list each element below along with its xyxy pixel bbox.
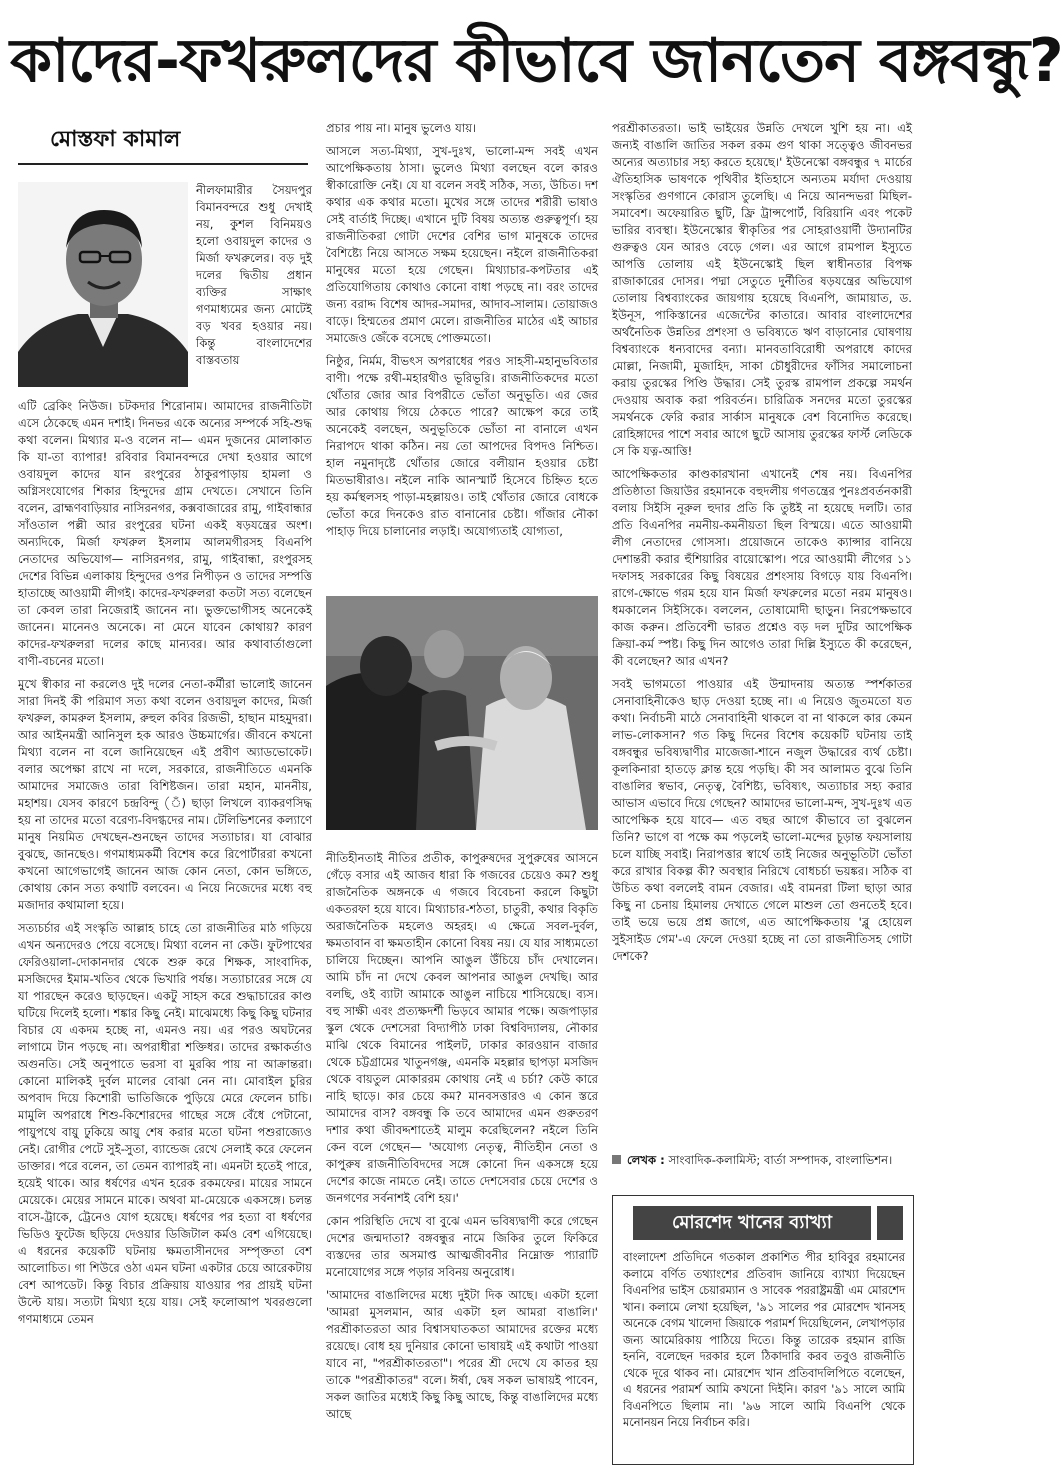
paragraph: সত্যচর্চার এই সংস্কৃতি আল্লাহ চাহে তো রাজনীতির মাঠ গড়িয়ে এখন অন্যদেরও পেয়ে বসেছে। মিথ্যা বলেন না কেউ। ফুটপাথের ফেরিওয়ালা-দোকানদার থেকে শুরু করে শিক্ষক, সাংবাদিক, মসজিদের ইমাম-খতিব থেকে ভিখারি পর্যন্ত। সত্যাচারের সঙ্গে যে যা পারছেন করেও ছাড়ছেন। একটু সাহস করে শুদ্ধাচারের কাণ্ড ঘটিয়ে দিলেই হলো। শঙ্কার কিছু নেই। মাঝেমধ্যে কিছু কিছু ঘটনার বিচার যে একদম হচ্ছে না, এমনও নয়। এর পরও অঘটনের লাগামে টান পড়ছে না। অপরাধীরা শক্তিধর। তাদের রক্ষাকর্তাও অগুনতি। সেই অনুপাতে ভরসা বা মুরব্বি পায় না আক্রান্তরা। কোনো মালিকই দুর্বল মালের বোঝা নেন না। মোবাইল চুরির অপবাদ দিয়ে কিশোরী ভাতিজিকে পুড়িয়ে মেরে ফেলেন চাচি। মামুলি অপরাধে শিশু-কিশোরদের গাছের সঙ্গে বেঁধে পেটানো, পায়ুপথে বায়ু ঢুকিয়ে আয়ু শেষ করার মতো ঘটনা পশুরাজ্যেও নেই। রোগীর পেটে সুই-সুতা, ব্যান্ডেজ রেখে সেলাই করে ফেলেন ডাক্তার। পরে বলেন, তা তেমন ব্যাপারই না। এমনটা হতেই পারে, হয়েই থাকে। আর ধর্ষণের এখন হরেক রকমফের। মায়ের সামনে মেয়েকে। মেয়ের সামনে মাকে। অথবা মা-মেয়েকে একসঙ্গে। চলন্ত বাসে-ট্রাকে, ট্রেনেও যোগ হয়েছে। ধর্ষণের পর হত্যা বা ধর্ষণের ভিডিও ফুটেজ ছড়িয়ে দেওয়ার ডিজিটাল কর্মও বেশ এগিয়েছে। এ ধরনের কয়েকটি ঘটনায় ক্ষমতাসীনদের সম্পৃক্ততা বেশ আলোচিত। গা শিউরে ওঠা এমন ঘটনা একটার চেয়ে আরেকটায় বেশ আপডেট। কিন্তু বিচার প্রক্রিয়ায় যাওয়ার পর প্রায়ই ঘটনা উল্টে যায়। সত্যটা মিথ্যা হয়ে যায়। সেই ফলোআপ খবরগুলো গণমাধ্যমে তেমন (18, 921, 312, 1326)
paragraph: মুখে স্বীকার না করলেও দুই দলের নেতা-কর্মীরা ভালোই জানেন সারা দিনই কী পরিমাণ সত্য কথা বলেন ওবায়দুল কাদের, মির্জা ফখরুল, কামরুল ইসলাম, রুহুল কবির রিজভী, হাছান মাহমুদরা। আর আইনমন্ত্রী আনিসুল হক আরও উচ্চমার্গের। জীবনে কখনো মিথ্যা বলেন না বলে জানিয়েছেন এই প্রবীণ অ্যাডভোকেট। বলার অপেক্ষা রাখে না দলে, সরকারে, রাজনীতিতে এমনকি আমাদের সমাজেও তারা বিশিষ্টজন। তারা মহান, মাননীয়, মহাশয়। যেসব কারণে চন্দ্রবিন্দু (ঁ) ছাড়া লিখলে ব্যাকরণসিদ্ধ হয় না তাদের মতো বরেণ্য-বিদগ্ধদের নাম। টেলিভিশনের কল্যাণে মানুষ নিয়মিত দেখছেন-শুনছেন তাদের সত্যাচার। যা বোঝার বুঝছে, জানছেও। গণমাধ্যমকর্মী বিশেষ করে রিপোর্টাররা কখনো কখনো আগেভাগেই জানেন আজ কোন নেতা, কোন ভঙ্গিতে, কোথায় কোন সত্য কথাটি বলবেন। এ নিয়ে নিজেদের মধ্যে বহু মজাদার কথামালা হয়ে। (18, 677, 312, 912)
article-column-3 (612, 120, 912, 1180)
paragraph: আপেক্ষিকতার কাণ্ডকারখানা এখানেই শেষ নয়। বিএনপির প্রতিষ্ঠাতা জিয়াউর রহমানকে বহুদলীয় গণতন্ত্রের পুনঃপ্রবর্তনকারী বলায় সিইসি নূরুল হুদার প্রতি কি তুষ্টই না হয়েছে দলটি। তার প্রতি বিএনপির নমনীয়-কমনীয়তা ছিল বিস্ময়ে। এতে আওয়ামী লীগ নেতাদের গোসসা। প্রয়োজনে তাকেও ক্যান্সার বানিয়ে দেশান্তরী করার হুঁশিয়ারির বায়োস্কোপ। পরে আওয়ামী লীগের ১১ দফাসহ সরকারের কিছু বিষয়ের প্রশংসায় বিগড়ে যায় বিএনপি। রাগে-ক্ষোভে গরম হয়ে যান মির্জা ফখরুলের মতো নরম মানুষও। ধমকালেন সিইসিকে। বললেন, তোষামোদী ছাড়ুন। নিরপেক্ষভাবে কাজ করুন। প্রতিবেশী ভারত প্রশ্নেও বড় দল দুটির আপেক্ষিক ক্রিয়া-কর্ম স্পষ্ট। কিছু দিন আগেও তারা দিল্লি ইস্যুতে কী করেছেন, কী বলেছেন? আর এখন? (612, 467, 912, 668)
article-column-1 (18, 398, 312, 1458)
author-note-text: সাংবাদিক-কলামিস্ট; বার্তা সম্পাদক, বাংলাভিশন। (668, 1153, 893, 1167)
paragraph: সবই ভাগমতো পাওয়ার এই উন্মাদনায় অত্যন্ত স্পর্শকাতর সেনাবাহিনীকেও ছাড় দেওয়া হচ্ছে না। এ নিয়েও জুতমতো যত কথা। নির্বাচনী মাঠে সেনাবাহিনী থাকলে বা না থাকলে কার কেমন লাভ-লোকসান? গত কিছু দিনের বিশেষ কয়েকটি ঘটনায় তাই বঙ্গবন্ধুর ভবিষ্যদ্বাণীর মাজেজা-শানে নজুল উদ্ধারের ব্যর্থ চেষ্টা। কূলকিনারা হাতড়ে ক্লান্ত হয়ে পড়ছি। কী সব আলামত বুঝে তিনি বাঙালির স্বভাব, নেতৃত্ব, বৈশিষ্ট্য, ভবিষ্যৎ, অত্যাচার সহ্য করার আভাস এভাবে দিয়ে গেছেন? আমাদের ভালো-মন্দ, সুখ-দুঃখ এত আপেক্ষিক হয়ে যাবে— এত বছর আগে কীভাবে তা বুঝলেন তিনি? ভাগে বা পক্ষে কম পড়লেই ভালো-মন্দের চূড়ান্ত ফয়সালায় চলে যাচ্ছি সবাই। নিরাপত্তার স্বার্থে তাই নিজের অনুভূতিটা ভোঁতা করে রাখার বিকল্প কী? অবস্থার নিরিখে বোধচর্চা ভয়ঙ্কর। সঠিক বা উচিত কথা বললেই বামন বেজার। এই বামনরা টিলা ছাড়া আর কিছু না চেনায় হিমালয় দেখাতে গেলে মাশুল তো গুনতেই হবে। তাই ভয়ে ভয়ে প্রশ্ন জাগে, এত আপেক্ষিকতায় 'ব্লু হোয়েল সুইসাইড গেম'-এ ফেলে দেওয়া হচ্ছে না তো রাজনীতিসহ গোটা দেশকে? (612, 677, 912, 963)
article-column-2 (326, 850, 598, 1460)
paragraph: কোন পরিস্থিতি দেখে বা বুঝে এমন ভবিষ্যদ্বাণী করে গেছেন দেশের জন্মদাতা? বঙ্গবন্ধুর নামে জিকির তুলে ফিকিরে ব্যস্তদের তার অসমাপ্ত আত্মজীবনীর নিম্নোক্ত প্যারাটি মনোযোগের সঙ্গে পড়ার সবিনয় অনুরোধ। (326, 1214, 598, 1279)
paragraph: 'আমাদের বাঙালিদের মধ্যে দুইটা দিক আছে। একটা হলো 'আমরা মুসলমান, আর একটা হল আমরা বাঙালি।' পরশ্রীকাতরতা আর বিশ্বাসঘাতকতা আমাদের রক্তের মধ্যে রয়েছে। বোধ হয় দুনিয়ার কোনো ভাষায়ই এই কথাটা পাওয়া যাবে না, "পরশ্রীকাতরতা"। পরের শ্রী দেখে যে কাতর হয় তাকে "পরশ্রীকাতর" বলে। ঈর্ষা, দ্বেষ সকল ভাষায়ই পাবেন, সকল জাতির মধ্যেই কিছু কিছু আছে, কিন্তু বাঙালিদের মধ্যে আছে (326, 1288, 598, 1421)
news-photo (326, 596, 598, 830)
paragraph: পরশ্রীকাতরতা। ভাই ভাইয়ের উন্নতি দেখলে খুশি হয় না। এই জন্যই বাঙালি জাতির সকল রকম গুণ থাকা সত্ত্বেও জীবনভর অন্যের অত্যাচার সহ্য করতে হয়েছে।' ইউনেস্কো বঙ্গবন্ধুর ৭ মার্চের ঐতিহাসিক ভাষণকে পৃথিবীর ইতিহাসে অন্যতম মর্যাদা দেওয়ায় সংস্কৃতির গুণগানে কোরাস তুলেছি। এ নিয়ে আনন্দভরা মিছিল-সমাবেশ। অফেয়ারিত ছুটি, ফ্রি ট্রান্সপোর্ট, বিরিয়ানি এবং পকেট ভারির ব্যবস্থা। ইউনেস্কোর স্বীকৃতির পর সোহরাওয়ার্দী উদ্যানটির গুরুত্বও যেন আরও বেড়ে গেল। এর আগে রামপাল ইস্যুতে আপত্তি তোলায় এই ইউনেস্কোই ছিল স্বাধীনতার বিপক্ষ রাজাকারের দোসর। পদ্মা সেতুতে দুর্নীতির ষড়যন্ত্রের অভিযোগ তোলায় বিশ্বব্যাংকের জায়গায় হয়েছে বিএনপি, জামায়াত, ড. ইউনূস, পাকিস্তানের এজেন্টের কাতারে। আবার বাংলাদেশের অর্থনৈতিক উন্নতির প্রশংসা ও ভবিষ্যতে ঋণ বাড়ানোর ঘোষণায় বিশ্বব্যাংকে ধন্যবাদের বন্যা। মানবতাবিরোধী অপরাধে কাদের মোল্লা, নিজামী, মুজাহিদ, সাকা চৌধুরীদের ফাঁসির সমালোচনা করায় তুরস্কের পিণ্ডি উদ্ধার। সেই তুরস্ক রামপাল প্রকল্পে সমর্থন দেওয়ায় অবাক করা পরিবর্তন। চারিত্রিক সনদের মতো তুরস্কের সমর্থনকে ফেরি করার সার্কাস মানুষকে বেশ বিনোদিত করেছে। রোহিঙ্গাদের পাশে সবার আগে ছুটে আসায় তুরস্কের ফার্স্ট লেডিকে সে কি যত্ন-আত্তি! (612, 121, 912, 458)
clarification-box (612, 1195, 914, 1465)
paragraph: প্রচার পায় না। মানুষ ভুলেও যায়। (326, 121, 477, 135)
clarification-body: বাংলাদেশ প্রতিদিনে গতকাল প্রকাশিত পীর হাবিবুর রহমানের কলামে বর্ণিত তথ্যাংশের প্রতিবাদ জানিয়ে ব্যাখ্যা দিয়েছেন বিএনপির ভাইস চেয়ারম্যান ও সাবেক পররাষ্ট্রমন্ত্রী এম মোরশেদ খান। কলামে লেখা হয়েছিল, '৯১ সালের পর মোরশেদ খানসহ অনেকে বেগম খালেদা জিয়াকে পরামর্শ দিয়েছিলেন, লেখাপড়ার জন্য আমেরিকায় পাঠিয়ে দিতে। কিন্তু তারেক রহমান রাজি হননি, বলেছেন দরকার হলে ঠিকাদারি করব তবুও রাজনীতি থেকে দূরে থাকব না। মোরশেদ খান প্রতিবাদলিপিতে বলেছেন, এ ধরনের পরামর্শ আমি কখনো দিইনি। কারণ '৯১ সালে আমি বিএনপিতে ছিলাম না। '৯৬ সালে আমি বিএনপি থেকে মনোনয়ন নিয়ে নির্বাচন করি। (623, 1251, 905, 1429)
article-column-2-top (326, 120, 598, 590)
article-intro: নীলফামারীর সৈয়দপুর বিমানবন্দরে শুধু দেখাই নয়, কুশল বিনিময়ও হলো ওবায়দুল কাদের ও মির্জা ফখরুলের। বড় দুই দলের দ্বিতীয় প্রধান ব্যক্তির সাক্ষাৎ গণমাধ্যমের জন্য মোটেই বড় খবর হওয়ার নয়। কিন্তু বাংলাদেশের বাস্তবতায় (196, 183, 312, 367)
byline-rule (18, 163, 308, 165)
headline: কাদের-ফখরুলদের কীভাবে জানতেন বঙ্গবন্ধু? (10, 26, 1063, 96)
square-bullet-icon (612, 1155, 621, 1164)
author-note (612, 1152, 912, 1169)
paragraph: নিষ্ঠুর, নির্মম, বীভৎস অপরাধের পরও সাহসী-মহানুভবিতার বাণী। পক্ষে রথী-মহারথীও ভূরিভূরি। রাজনীতিকদের মতো থোঁতার জোর আর বিপরীতে ভোঁতা অনুভূতি। এর জের আর কোথায় গিয়ে ঠেকতে পারে? আক্ষেপ করে তাই অনেকেই বলছেন, অনুভূতিকে ভোঁতা না বানালে এখন নিরাপদে থাকা কঠিন। নয় তো আপদের বিপদও নিশ্চিত। হাল নমুনাদৃষ্টে থোঁতার জোরে বলীয়ান হওয়ার চেষ্টা মিতভাষীরাও। নইলে নাকি আনস্মার্ট হিসেবে চিহ্নিত হতে হয় কর্মস্থলসহ পাড়া-মহল্লায়ও। তাই থোঁতার জোরে বোধকে ভোঁতা করে দিনকেও রাত বানানোর চেষ্টা। গাঁজার নৌকা পাহাড় দিয়ে চালানোর লড়াই। অযোগ্যতাই যোগ্যতা, (326, 354, 598, 538)
paragraph: নীতিহীনতাই নীতির প্রতীক, কাপুরুষদের সুপুরুষের আসনে গেঁড়ে বসার এই আজব ধারা কি গজবের চেয়েও কম? শুধু রাজনৈতিক অঙ্গনকে এ গজবে বিবেচনা করলে কিছুটা একতরফা হয়ে যাবে। মিথ্যাচার-শঠতা, চাতুরী, কথার বিকৃতি অরাজনৈতিক মহলেও অহরহ। এ ক্ষেত্রে সবল-দুর্বল, ক্ষমতাবান বা ক্ষমতাহীন কোনো বিষয় নয়। যে যার সাধ্যমতো চালিয়ে দিচ্ছেন। আপনি আঙুল উঁচিয়ে চাঁদ দেখালেন। আমি চাঁদ না দেখে কেবল আপনার আঙুল দেখছি। আর বলছি, ওই ব্যাটা আমাকে আঙুল নাচিয়ে শাসিয়েছে। ব্যস। বহু সাক্ষী এবং প্রত্যক্ষদর্শী ভিড়বে আমার পক্ষে। অজপাড়ার স্কুল থেকে দেশসেরা বিদ্যাপীঠ ঢাকা বিশ্ববিদ্যালয়, নৌকার মাঝি থেকে বিমানের পাইলট, ঢাকার কারওয়ান বাজার থেকে চট্টগ্রামের খাতুনগঞ্জ, এমনকি মহল্লার ছাপড়া মসজিদ থেকে বায়তুল মোকাররম কোথায় নেই এ চর্চা? কেউ কারে নাহি ছাড়ে। কার চেয়ে কম? মানবসত্তারও এ কোন স্তরে আমাদের বাস? বঙ্গবন্ধু কি তবে আমাদের এমন গুরুতরণ দশার কথা জীবদ্দশাতেই মালুম করেছিলেন? নইলে তিনি কেন বলে গেছেন— 'অযোগ্য নেতৃত্ব, নীতিহীন নেতা ও কাপুরুষ রাজনীতিবিদদের সঙ্গে কোনো দিন একসঙ্গে হয়ে দেশের কাজে নামতে নেই। তাতে দেশসেবার চেয়ে দেশের ও জনগণের সর্বনাশই বেশি হয়।' (326, 851, 598, 1205)
paragraph: এটি ব্রেকিং নিউজ। চটকদার শিরোনাম। আমাদের রাজনীতিটা এসে ঠেকেছে এমন দশাই। দিনভর একে অন্যের সম্পর্কে সহি-শুদ্ধ কথা বলেন। মিথ্যার ম-ও বলেন না— এমন দুজনের মোলাকাত কি যা-তা ব্যাপার! রবিবার বিমানবন্দরে দেখা হওয়ার আগে ওবায়দুল কাদের যান রংপুরের ঠাকুরপাড়ায় হামলা ও অগ্নিসংযোগের শিকার হিন্দুদের গ্রাম দেখতে। সেখানে তিনি বলেন, ব্রাহ্মণবাড়িয়ার নাসিরনগর, কক্সবাজারের রামু, গাইবান্ধার সাঁওতাল পল্লী আর রংপুরের ঘটনা একই ষড়যন্ত্রের অংশ। অন্যদিকে, মির্জা ফখরুল ইসলাম আলমগীরসহ বিএনপি নেতাদের অভিযোগ— নাসিরনগর, রামু, গাইবান্ধা, রংপুরসহ দেশের বিভিন্ন এলাকায় হিন্দুদের ওপর নিপীড়ন ও তাদের সম্পত্তি হাতাচ্ছে আওয়ামী লীগই। কাদের-ফখরুলরা কতটা সত্য বলেছেন তা কেবল তারা নিজেরাই জানেন না। ভুক্তভোগীসহ অনেকেই জানেন। মানেনও অনেকে। না মেনে যাবেন কোথায়? কারণ কাদের-ফখরুলরা দলের কাছে মান্যবর। আর কথাবার্তাগুলো বাণী-বচনের মতো। (18, 399, 312, 668)
clarification-title: মোরশেদ খানের ব্যাখ্যা (633, 1206, 871, 1240)
title-accent-block (877, 1206, 903, 1240)
author-portrait (18, 182, 188, 387)
author-note-label: লেখক : (627, 1153, 665, 1167)
paragraph: আসলে সত্য-মিথ্যা, সুখ-দুঃখ, ভালো-মন্দ সবই এখন আপেক্ষিকতায় ঠাসা। ভুলেও মিথ্যা বলছেন বলে কারও স্বীকারোক্তি নেই। যে যা বলেন সবই সঠিক, সত্য, উচিত। দশ কথার এক কথার মতো। মুখের সঙ্গে তাদের শরীরী ভাষাও সেই বার্তাই দিচ্ছে। এখানে দুটি বিষয় অত্যন্ত গুরুত্বপূর্ণ। হয় রাজনীতিকরা গোটা দেশের বেশির ভাগ মানুষকে তাদের বৈশিষ্ট্যে নিয়ে আসতে সক্ষম হয়েছেন। নইলে রাজনীতিকরা মানুষের মতো হয়ে গেছেন। মিথ্যাচার-কপটতার এই প্রতিযোগিতায় কোথাও কোনো বাধা পড়ছে না। বরং তাদের জন্য বরাদ্দ বিশেষ আদর-সমাদর, আদাব-সালাম। তোয়াজও বাড়ে। হিম্মতের প্রমাণ মেলে। রাজনীতির মাঠের এই আচার সমাজেও জেঁকে বসেছে পোক্তমতো। (326, 144, 598, 345)
byline: মোস্তফা কামাল (50, 127, 181, 152)
